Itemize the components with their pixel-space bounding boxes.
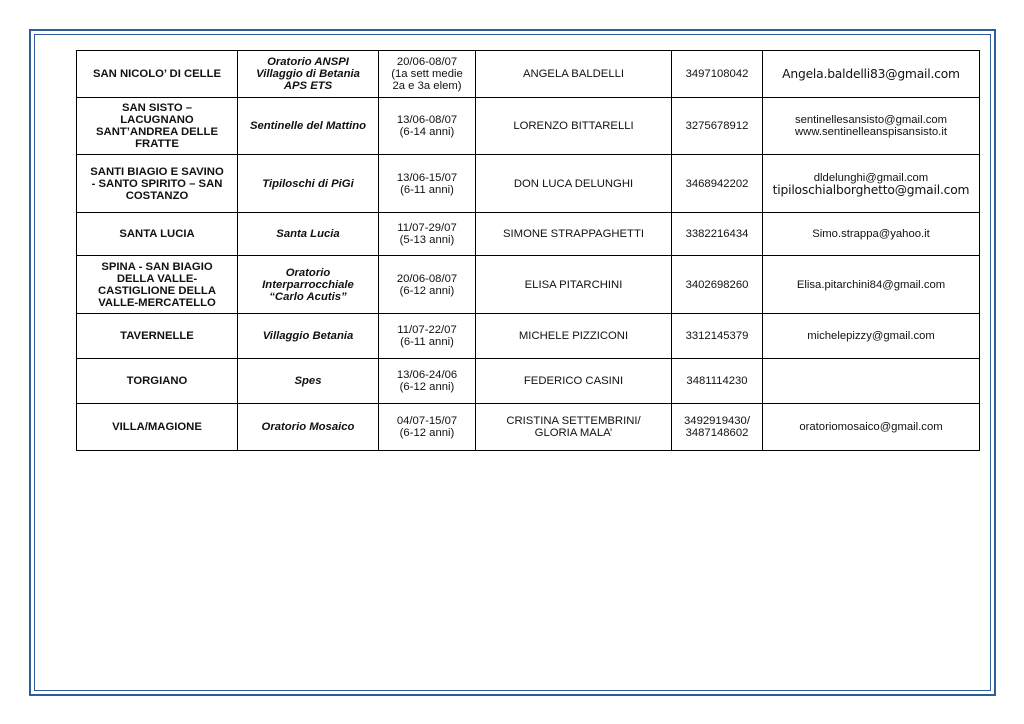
table-body xyxy=(77,51,980,451)
name-text: Sentinelle del Mattino xyxy=(249,120,367,132)
phone-text: 3382216434 xyxy=(685,228,749,240)
dates-cell xyxy=(379,213,476,256)
contact-text: SIMONE STRAPPAGHETTI xyxy=(502,228,645,240)
table-row xyxy=(77,213,980,256)
email-text: dldelunghi@gmail.com xyxy=(813,171,929,184)
phone-text: 3275678912 xyxy=(685,120,749,132)
dates-text: 11/07-22/07 xyxy=(397,324,457,336)
dates-cell xyxy=(379,359,476,404)
oratory-name-cell xyxy=(238,314,379,359)
location-text: SAN NICOLO’ DI CELLE xyxy=(92,68,222,80)
contact-cell xyxy=(476,98,672,155)
phone-cell xyxy=(672,155,763,213)
name-text: Santa Lucia xyxy=(276,228,340,240)
location-text: CASTIGLIONE DELLA xyxy=(98,284,216,297)
dates-text: (1a sett medie xyxy=(391,68,463,80)
email-text: Simo.strappa@yahoo.it xyxy=(812,228,930,240)
contact-cell xyxy=(476,314,672,359)
name-text: Spes xyxy=(294,375,322,387)
dates-cell xyxy=(379,51,476,98)
contact-cell xyxy=(476,155,672,213)
email-text: Angela.baldelli83@gmail.com xyxy=(782,67,960,81)
phone-cell xyxy=(672,404,763,451)
dates-text: 04/07-15/07 xyxy=(396,415,458,427)
name-text: Villaggio Betania xyxy=(262,330,354,342)
dates-text: (5-13 anni) xyxy=(399,234,455,246)
email-cell xyxy=(763,256,980,314)
location-cell xyxy=(77,404,238,451)
email-text: sentinellesansisto@gmail.com xyxy=(794,114,948,126)
oratory-name-cell xyxy=(238,404,379,451)
email-text: oratoriomosaico@gmail.com xyxy=(799,421,943,433)
table-row xyxy=(77,359,980,404)
contact-cell xyxy=(476,404,672,451)
dates-text: 13/06-24/06 xyxy=(396,369,458,381)
phone-text: 3487148602 xyxy=(685,427,749,439)
location-text: VILLA/MAGIONE xyxy=(112,421,202,433)
name-text: Oratorio Mosaico xyxy=(261,421,355,433)
oratory-name-cell xyxy=(238,359,379,404)
name-text: APS ETS xyxy=(283,80,333,92)
name-text: Tipiloschi di PiGi xyxy=(262,177,354,190)
dates-text: 2a e 3a elem) xyxy=(392,80,462,92)
contact-text: FEDERICO CASINI xyxy=(523,375,624,387)
location-cell xyxy=(77,213,238,256)
phone-text: 3402698260 xyxy=(685,278,749,291)
email-text: michelepizzy@gmail.com xyxy=(807,330,935,342)
location-text: TAVERNELLE xyxy=(120,330,194,342)
dates-cell xyxy=(379,314,476,359)
phone-text: 3481114230 xyxy=(686,375,748,387)
email-text: Elisa.pitarchini84@gmail.com xyxy=(796,278,946,291)
location-cell xyxy=(77,359,238,404)
location-cell xyxy=(77,155,238,213)
phone-cell xyxy=(672,359,763,404)
location-text: SAN SISTO – xyxy=(121,102,193,114)
contact-text: ELISA PITARCHINI xyxy=(524,278,623,291)
table-row xyxy=(77,404,980,451)
name-text: Oratorio xyxy=(285,266,331,279)
email-cell xyxy=(763,359,980,404)
dates-cell xyxy=(379,155,476,213)
contact-cell xyxy=(476,51,672,98)
email-cell xyxy=(763,404,980,451)
location-text: SANTI BIAGIO E SAVINO xyxy=(90,165,224,178)
email-cell xyxy=(763,213,980,256)
dates-cell xyxy=(379,98,476,155)
dates-text: (6-12 anni) xyxy=(399,427,455,439)
location-text: - SANTO SPIRITO – SAN xyxy=(91,177,223,190)
phone-cell xyxy=(672,51,763,98)
email-cell xyxy=(763,155,980,213)
location-cell xyxy=(77,98,238,155)
dates-text: (6-12 anni) xyxy=(399,284,455,297)
phone-cell xyxy=(672,256,763,314)
name-text: “Carlo Acutis” xyxy=(269,290,347,303)
name-text: Interparrocchiale xyxy=(262,278,354,291)
location-cell xyxy=(77,256,238,314)
oratory-name-cell xyxy=(238,213,379,256)
dates-text: (6-14 anni) xyxy=(399,126,455,138)
dates-text: (6-11 anni) xyxy=(400,183,454,196)
email-text: tipiloschialborghetto@gmail.com xyxy=(772,182,970,197)
email-cell xyxy=(763,98,980,155)
contact-cell xyxy=(476,213,672,256)
contact-text: DON LUCA DELUNGHI xyxy=(513,177,634,190)
dates-cell xyxy=(379,256,476,314)
dates-text: 13/06-08/07 xyxy=(396,114,458,126)
phone-text: 3312145379 xyxy=(685,330,749,342)
table-row xyxy=(77,256,980,314)
name-text: Villaggio di Betania xyxy=(256,68,360,80)
phone-text: 3468942202 xyxy=(685,177,749,190)
oratory-name-cell xyxy=(238,51,379,98)
location-text: FRATTE xyxy=(135,138,179,150)
table-row xyxy=(77,98,980,155)
email-text: www.sentinelleanspisansisto.it xyxy=(795,126,947,138)
location-text: COSTANZO xyxy=(125,189,189,202)
dates-cell xyxy=(379,404,476,451)
contact-text: LORENZO BITTARELLI xyxy=(513,120,634,132)
phone-cell xyxy=(672,213,763,256)
contact-text: GLORIA MALA’ xyxy=(534,427,613,439)
contact-cell xyxy=(476,256,672,314)
table-row xyxy=(77,155,980,213)
dates-text: 13/06-15/07 xyxy=(396,171,458,184)
location-text: SPINA - SAN BIAGIO xyxy=(101,260,213,273)
dates-text: (6-11 anni) xyxy=(400,336,454,348)
dates-text: 20/06-08/07 xyxy=(396,272,458,285)
contact-text: MICHELE PIZZICONI xyxy=(518,330,629,342)
table-row xyxy=(77,51,980,98)
location-cell xyxy=(77,314,238,359)
phone-cell xyxy=(672,98,763,155)
name-text: Oratorio ANSPI xyxy=(267,56,349,68)
summer-camps-table xyxy=(76,50,980,451)
dates-text: 20/06-08/07 xyxy=(396,56,458,68)
oratory-name-cell xyxy=(238,256,379,314)
phone-text: 3497108042 xyxy=(685,68,749,80)
contact-text: ANGELA BALDELLI xyxy=(522,68,625,80)
dates-text: 11/07-29/07 xyxy=(397,222,457,234)
phone-text: 3492919430/ xyxy=(684,415,750,427)
location-text: SANTA LUCIA xyxy=(119,228,195,240)
table-row xyxy=(77,314,980,359)
dates-text: (6-12 anni) xyxy=(399,381,455,393)
contact-cell xyxy=(476,359,672,404)
phone-cell xyxy=(672,314,763,359)
location-text: SANT’ANDREA DELLE xyxy=(96,126,218,138)
location-text: DELLA VALLE- xyxy=(116,272,198,285)
email-cell xyxy=(763,314,980,359)
oratory-name-cell xyxy=(238,155,379,213)
oratory-name-cell xyxy=(238,98,379,155)
location-text: LACUGNANO xyxy=(120,114,194,126)
location-text: VALLE-MERCATELLO xyxy=(98,296,216,309)
location-text: TORGIANO xyxy=(126,375,188,387)
contact-text: CRISTINA SETTEMBRINI/ xyxy=(506,415,641,427)
location-cell xyxy=(77,51,238,98)
email-cell xyxy=(763,51,980,98)
